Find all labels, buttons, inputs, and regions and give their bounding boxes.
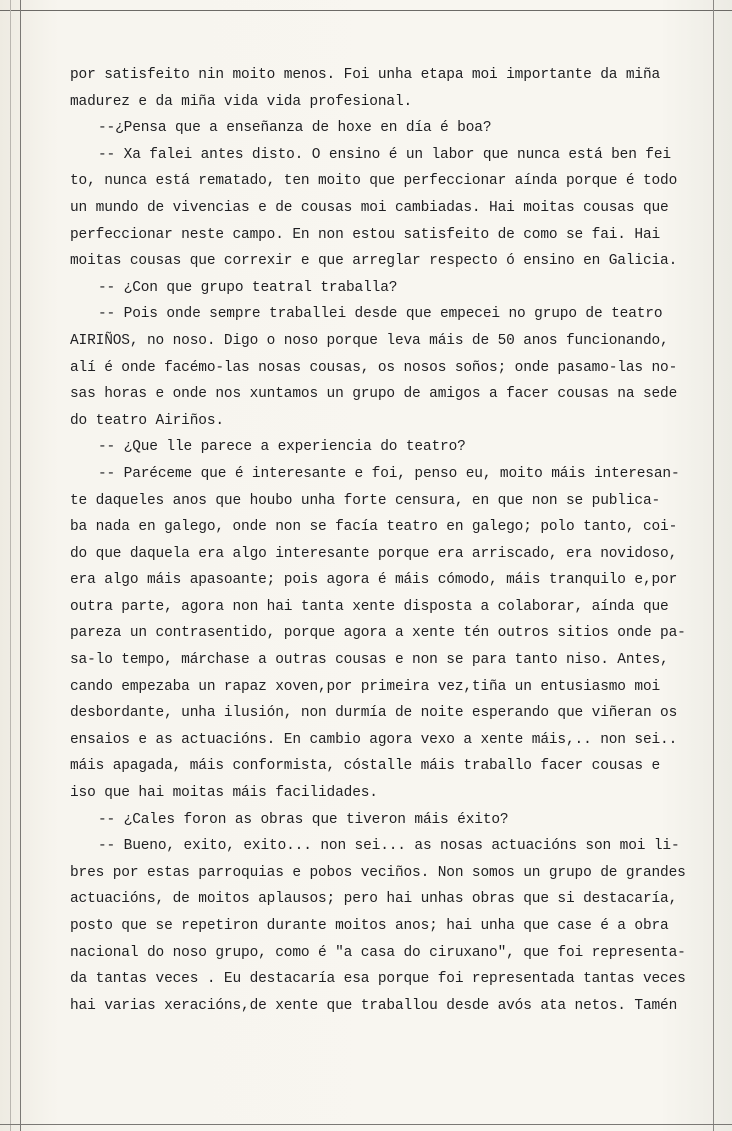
- text-line: do teatro Airiños.: [70, 412, 224, 429]
- text-line: do que daquela era algo interesante porque era arriscado, era novidoso,: [70, 545, 678, 562]
- right-border-line: [713, 0, 714, 1131]
- text-line: moitas cousas que correxir e que arreglar respecto ó ensino en Galicia.: [70, 253, 678, 270]
- text-line: un mundo de vivencias e de cousas moi cambiadas. Hai moitas cousas que: [70, 199, 669, 216]
- text-line: -- ¿Con que grupo teatral traballa?: [98, 279, 398, 296]
- text-line: -- Xa falei antes disto. O ensino é un labor que nunca está ben fei: [98, 146, 671, 163]
- text-line: sa-lo tempo, márchase a outras cousas e non se para tanto niso. Antes,: [70, 652, 669, 669]
- text-line: perfeccionar neste campo. En non estou satisfeito de como se fai. Hai: [70, 226, 661, 243]
- text-line: era algo máis apasoante; pois agora é máis cómodo, máis tranquilo e,por: [70, 572, 678, 589]
- text-line: -- Paréceme que é interesante e foi, penso eu, moito máis interesan-: [98, 465, 680, 482]
- text-line: pareza un contrasentido, porque agora a xente tén outros sitios onde pa-: [70, 625, 686, 642]
- text-line: -- Bueno, exito, exito... non sei... as nosas actuacións son moi li-: [98, 838, 680, 855]
- text-line: -- Pois onde sempre traballei desde que empecei no grupo de teatro: [98, 306, 663, 323]
- text-line: nacional do noso grupo, como é "a casa do ciruxano", que foi representa-: [70, 944, 686, 961]
- document-body-text: [70, 62, 710, 1019]
- text-line: ensaios e as actuacións. En cambio agora vexo a xente máis,.. non sei..: [70, 731, 678, 748]
- text-line: iso que hai moitas máis facilidades.: [70, 785, 378, 802]
- text-line: outra parte, agora non hai tanta xente disposta a colaborar, aínda que: [70, 598, 669, 615]
- left-border-line-outer: [10, 0, 11, 1131]
- text-line: hai varias xeracións,de xente que traballou desde avós ata netos. Tamén: [70, 997, 678, 1014]
- text-line: ba nada en galego, onde non se facía teatro en galego; polo tanto, coi-: [70, 519, 678, 536]
- text-line: --¿Pensa que a enseñanza de hoxe en día é boa?: [98, 120, 492, 137]
- text-line: sas horas e onde nos xuntamos un grupo de amigos a facer cousas na sede: [70, 386, 678, 403]
- text-line: cando empezaba un rapaz xoven,por primeira vez,tiña un entusiasmo moi: [70, 678, 661, 695]
- text-line: madurez e da miña vida vida profesional.: [70, 93, 413, 110]
- text-line: -- ¿Que lle parece a experiencia do teatro?: [98, 439, 466, 456]
- text-line: desbordante, unha ilusión, non durmía de noite esperando que viñeran os: [70, 705, 678, 722]
- text-line: por satisfeito nin moito menos. Foi unha etapa moi importante da miña: [70, 67, 661, 83]
- text-line: -- ¿Cales foron as obras que tiveron máis éxito?: [98, 811, 509, 828]
- left-border-line: [20, 0, 21, 1131]
- text-line: actuacións, de moitos aplausos; pero hai unhas obras que si destacaría,: [70, 891, 678, 908]
- text-line: bres por estas parroquias e pobos veciños. Non somos un grupo de grandes: [70, 864, 686, 881]
- bottom-border-line: [0, 1124, 732, 1125]
- text-line: posto que se repetiron durante moitos anos; hai unha que case é a obra: [70, 918, 669, 934]
- text-line: te daqueles anos que houbo unha forte censura, en que non se publica-: [70, 492, 661, 509]
- text-line: da tantas veces . Eu destacaría esa porque foi representada tantas veces: [70, 971, 686, 988]
- text-line: alí é onde facémo-las nosas cousas, os nosos soños; onde pasamo-las no-: [70, 359, 678, 376]
- text-line: AIRIÑOS, no noso. Digo o noso porque leva máis de 50 anos funcionando,: [70, 332, 669, 349]
- top-border-line: [0, 10, 732, 11]
- text-line: to, nunca está rematado, ten moito que perfeccionar aínda porque é todo: [70, 173, 678, 190]
- text-line: máis apagada, máis conformista, cóstalle máis traballo facer cousas e: [70, 758, 661, 775]
